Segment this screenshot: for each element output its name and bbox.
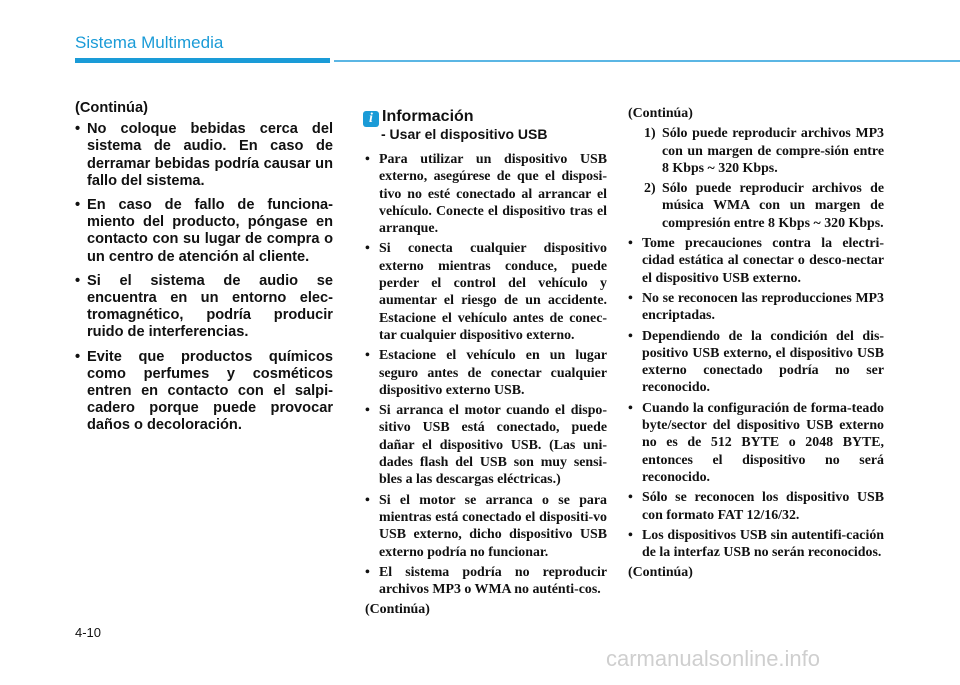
list-item: • Estacione el vehículo en un lugar seguro antes de conectar cualquier dispositivo externo USB. <box>365 347 607 399</box>
continued-label: (Continúa) <box>628 565 693 581</box>
list-item: • No se reconocen las reproducciones MP3 encriptadas. <box>628 290 884 325</box>
list-item: • Dependiendo de la condición del dis-positivo USB externo, el dispositivo USB externo conectado podría no ser reconocido. <box>628 328 884 397</box>
header-rule-light <box>334 60 960 62</box>
usb-info-list-continued <box>628 125 884 561</box>
info-subtitle: - Usar el dispositivo USB <box>381 126 548 142</box>
left-column <box>75 100 333 442</box>
list-item: • Los dispositivos USB sin autentifi-cación de la interfaz USB no serán reconocidos. <box>628 527 884 562</box>
caution-list <box>75 121 333 434</box>
continued-label: (Continúa) <box>365 602 430 618</box>
watermark: carmanualsonline.info <box>606 646 821 671</box>
continued-label: (Continúa) <box>628 106 693 121</box>
header-rule-dark <box>75 58 330 63</box>
list-item: • Si el motor se arranca o se para mientras está conectado el dispositi-vo USB externo, dicho dispositivo USB externo podría no funcionar. <box>365 492 607 561</box>
list-item: • Si conecta cualquier dispositivo externo mientras conduce, puede perder el control del vehículo y aumentar el riesgo de un accidente. Estacione el vehículo antes de conec-tar cualquier dispositivo externo. <box>365 240 607 344</box>
item-number: 2) <box>644 181 656 197</box>
continued-label: (Continúa) <box>75 100 148 116</box>
numbered-item <box>628 180 884 232</box>
info-title: Información <box>382 108 474 125</box>
list-item: • Sólo se reconocen los dispositivo USB con formato FAT 12/16/32. <box>628 489 884 524</box>
section-title: Sistema Multimedia <box>75 33 224 52</box>
list-item: • Cuando la configuración de forma-teado byte/sector del dispositivo USB externo no es de 512 BYTE o 2048 BYTE, entonces el dispositivo no será reconocido. <box>628 400 884 486</box>
numbered-item <box>628 125 884 177</box>
list-item: • No coloque bebidas cerca del sistema de audio. En caso de derramar bebidas podría causar un fallo del sistema. <box>75 121 333 190</box>
item-text: Sólo puede reproducir archivos MP3 con un margen de compre-sión entre 8 Kbps ~ 320 Kbps. <box>662 126 884 176</box>
list-item: • Si arranca el motor cuando el dispo-sitivo USB está conectado, puede dañar el dispositivo USB. (Las uni-dades flash del USB son muy sensi-bles a las descargas eléctricas.) <box>365 402 607 488</box>
info-icon: i <box>363 111 379 127</box>
middle-column <box>365 151 607 619</box>
list-item: • El sistema podría no reproducir archivos MP3 o WMA no auténti-cos. <box>365 564 607 599</box>
item-text: Sólo puede reproducir archivos de música WMA con un margen de compresión entre 8 Kbps ~ 320 Kbps. <box>662 181 884 231</box>
usb-info-list <box>365 151 607 598</box>
list-item: • Evite que productos químicos como perfumes y cosméticos entren en contacto con el salpi-cadero porque puede provocar daños o decoloración. <box>75 349 333 435</box>
list-item: • Tome precauciones contra la electri-cidad estática al conectar o desco-nectar el dispositivo USB externo. <box>628 235 884 287</box>
list-item: • Si el sistema de audio se encuentra en un entorno elec-tromagnético, podría producir ruido de interferencias. <box>75 273 333 342</box>
page-number: 4-10 <box>75 625 102 640</box>
right-column <box>628 105 884 582</box>
list-item: • Para utilizar un dispositivo USB externo, asegúrese de que el disposi-tivo no esté conectado al arrancar el vehículo. Conecte el dispositivo tras el arranque. <box>365 151 607 237</box>
list-item: • En caso de fallo de funciona-miento del producto, póngase en contacto con su lugar de compra o un centro de atención al cliente. <box>75 197 333 266</box>
item-number: 1) <box>644 126 656 142</box>
